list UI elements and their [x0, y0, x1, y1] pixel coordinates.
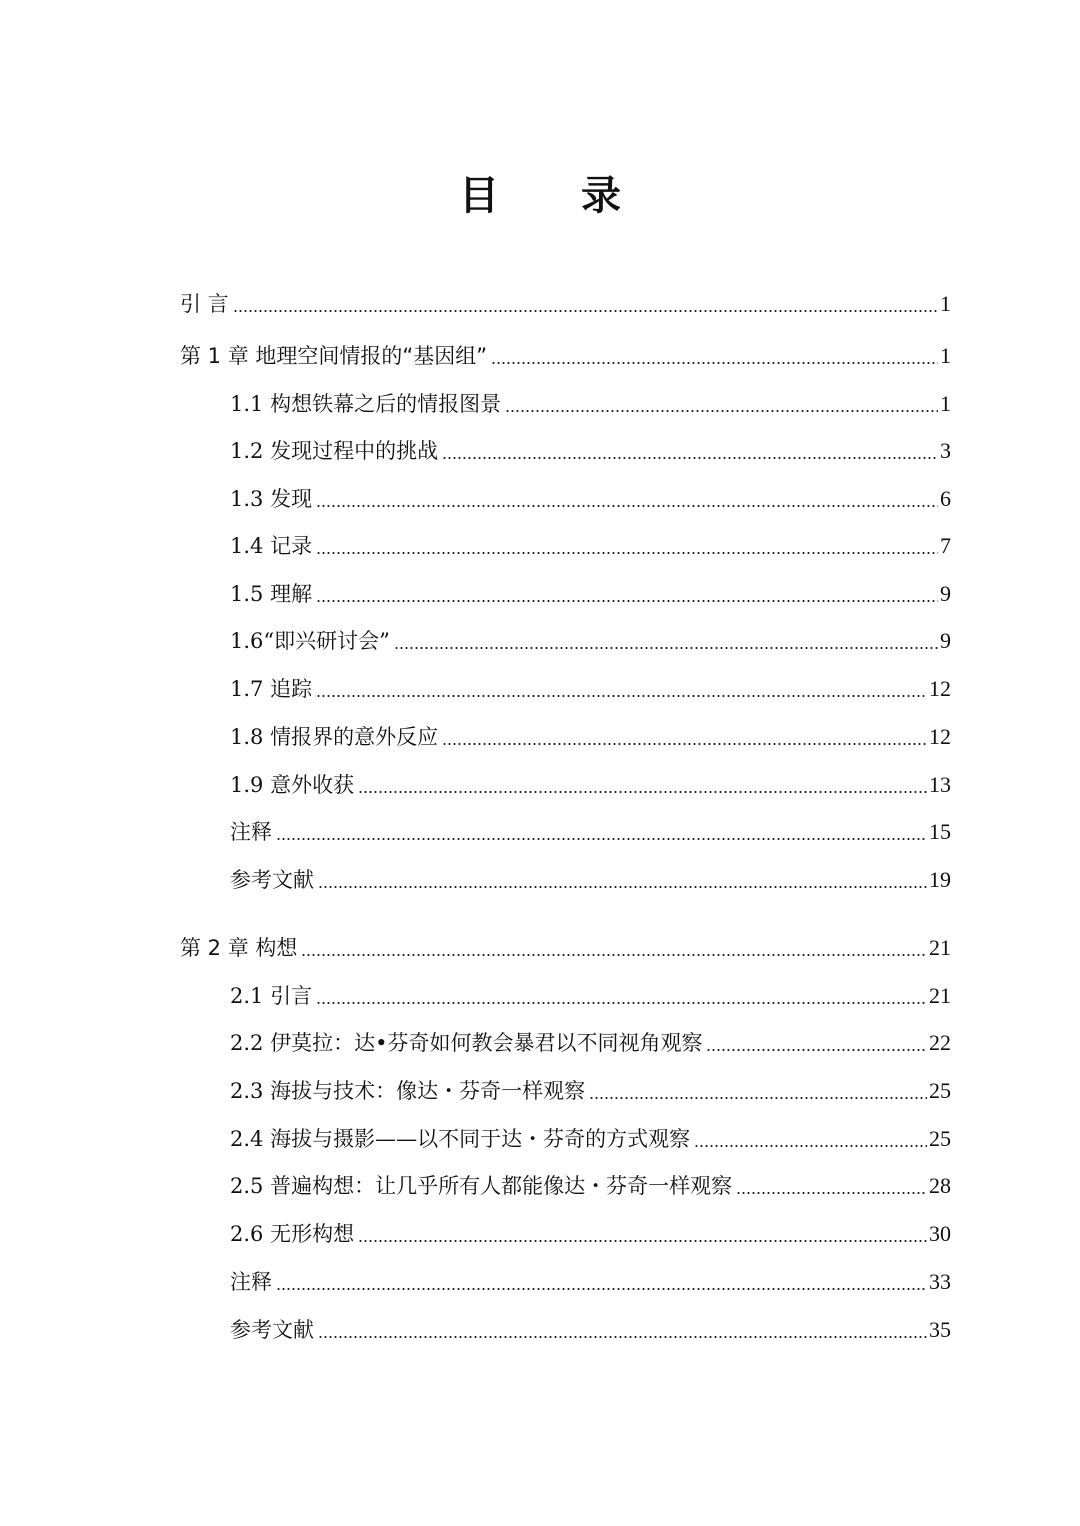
toc-entry-label: 1.1 构想铁幕之后的情报图景 — [230, 392, 502, 416]
toc-entry[interactable] — [180, 340, 951, 372]
dot-leader — [316, 695, 927, 697]
toc-entry-page: 6 — [940, 486, 951, 511]
toc-entry-label: 1.2 发现过程中的挑战 — [230, 439, 439, 463]
toc-entry-label: 1.5 理解 — [230, 582, 313, 606]
toc-entry[interactable] — [230, 1314, 951, 1346]
toc-entry-page: 9 — [940, 581, 951, 606]
toc-entry-page: 12 — [929, 724, 951, 749]
toc-entry-page: 22 — [929, 1030, 951, 1055]
toc-entry-page: 30 — [929, 1221, 951, 1246]
toc-entry-label: 1.7 追踪 — [230, 677, 313, 701]
dot-leader — [694, 1145, 927, 1147]
toc-entry[interactable] — [230, 625, 951, 657]
dot-leader — [491, 362, 938, 364]
toc-entry-label: 1.8 情报界的意外反应 — [230, 725, 439, 749]
toc-entry-page: 1 — [940, 343, 951, 368]
toc-entry[interactable] — [230, 769, 951, 801]
toc-entry-label: 1.6“即兴研讨会” — [230, 629, 390, 653]
toc-entry-page: 33 — [929, 1269, 951, 1294]
toc-entry[interactable] — [230, 483, 951, 515]
toc-entry-page: 21 — [929, 983, 951, 1008]
toc-entry[interactable] — [230, 1218, 951, 1250]
toc-entry-label: 2.4 海拔与摄影——以不同于达・芬奇的方式观察 — [230, 1127, 691, 1151]
toc-entry-label: 1.9 意外收获 — [230, 773, 355, 797]
toc-entry-label: 1.4 记录 — [230, 534, 313, 558]
toc-entry[interactable] — [230, 578, 951, 610]
dot-leader — [316, 600, 938, 602]
toc-entry[interactable] — [230, 1266, 951, 1298]
toc-entry-page: 15 — [929, 819, 951, 844]
dot-leader — [276, 1288, 927, 1290]
toc-entry-label: 第 1 章 地理空间情报的“基因组” — [180, 344, 488, 368]
toc-entry-page: 7 — [940, 533, 951, 558]
toc-entry-page: 1 — [940, 291, 951, 316]
dot-leader — [276, 838, 927, 840]
page-title: 目 录 — [459, 173, 655, 219]
toc-entry-page: 12 — [929, 676, 951, 701]
toc-entry-label: 注释 — [230, 1270, 272, 1294]
dot-leader — [318, 1336, 927, 1338]
toc-entry[interactable] — [230, 864, 951, 896]
dot-leader — [442, 743, 927, 745]
toc-entry-label: 参考文献 — [230, 1318, 314, 1342]
dot-leader — [358, 1240, 927, 1242]
dot-leader — [301, 954, 927, 956]
toc-entry-label: 2.3 海拔与技术：像达・芬奇一样观察 — [230, 1079, 586, 1103]
dot-leader — [505, 410, 938, 412]
toc-entry-page: 21 — [929, 935, 951, 960]
dot-leader — [358, 791, 927, 793]
toc-entry[interactable] — [230, 1075, 951, 1107]
toc-entry[interactable] — [230, 1170, 951, 1202]
dot-leader — [442, 457, 938, 459]
dot-leader — [589, 1097, 927, 1099]
dot-leader — [316, 552, 938, 554]
toc-entry-page: 3 — [940, 438, 951, 463]
dot-leader — [233, 310, 938, 312]
toc-entry-label: 2.5 普遍构想：让几乎所有人都能像达・芬奇一样观察 — [230, 1174, 733, 1198]
dot-leader — [318, 886, 927, 888]
dot-leader — [706, 1049, 927, 1051]
toc-entry[interactable] — [230, 721, 951, 753]
dot-leader — [316, 505, 938, 507]
dot-leader — [736, 1192, 927, 1194]
toc-entry[interactable] — [180, 288, 951, 320]
toc-entry-label: 参考文献 — [230, 868, 314, 892]
dot-leader — [394, 647, 938, 649]
toc-entry[interactable] — [180, 932, 951, 964]
toc-entry[interactable] — [230, 673, 951, 705]
toc-entry-label: 2.2 伊莫拉：达•芬奇如何教会暴君以不同视角观察 — [230, 1031, 703, 1055]
toc-entry[interactable] — [230, 1123, 951, 1155]
toc-entry[interactable] — [230, 816, 951, 848]
dot-leader — [316, 1002, 927, 1004]
toc-entry-page: 25 — [929, 1078, 951, 1103]
toc-entry[interactable] — [230, 530, 951, 562]
toc-entry-page: 25 — [929, 1126, 951, 1151]
toc-entry-page: 13 — [929, 772, 951, 797]
toc-entry-page: 35 — [929, 1317, 951, 1342]
toc-entry[interactable] — [230, 435, 951, 467]
toc-entry-page: 28 — [929, 1173, 951, 1198]
toc-entry-label: 1.3 发现 — [230, 487, 313, 511]
toc-entry-page: 9 — [940, 628, 951, 653]
toc-entry[interactable] — [230, 1027, 951, 1059]
toc-entry[interactable] — [230, 980, 951, 1012]
toc-entry-label: 注释 — [230, 820, 272, 844]
toc-entry-page: 19 — [929, 867, 951, 892]
toc-entry-label: 引 言 — [180, 292, 229, 316]
toc-entry-label: 2.1 引言 — [230, 984, 313, 1008]
toc-entry-label: 第 2 章 构想 — [180, 936, 298, 960]
toc-entry-page: 1 — [940, 391, 951, 416]
toc-entry[interactable] — [230, 388, 951, 420]
toc-entry-label: 2.6 无形构想 — [230, 1222, 355, 1246]
